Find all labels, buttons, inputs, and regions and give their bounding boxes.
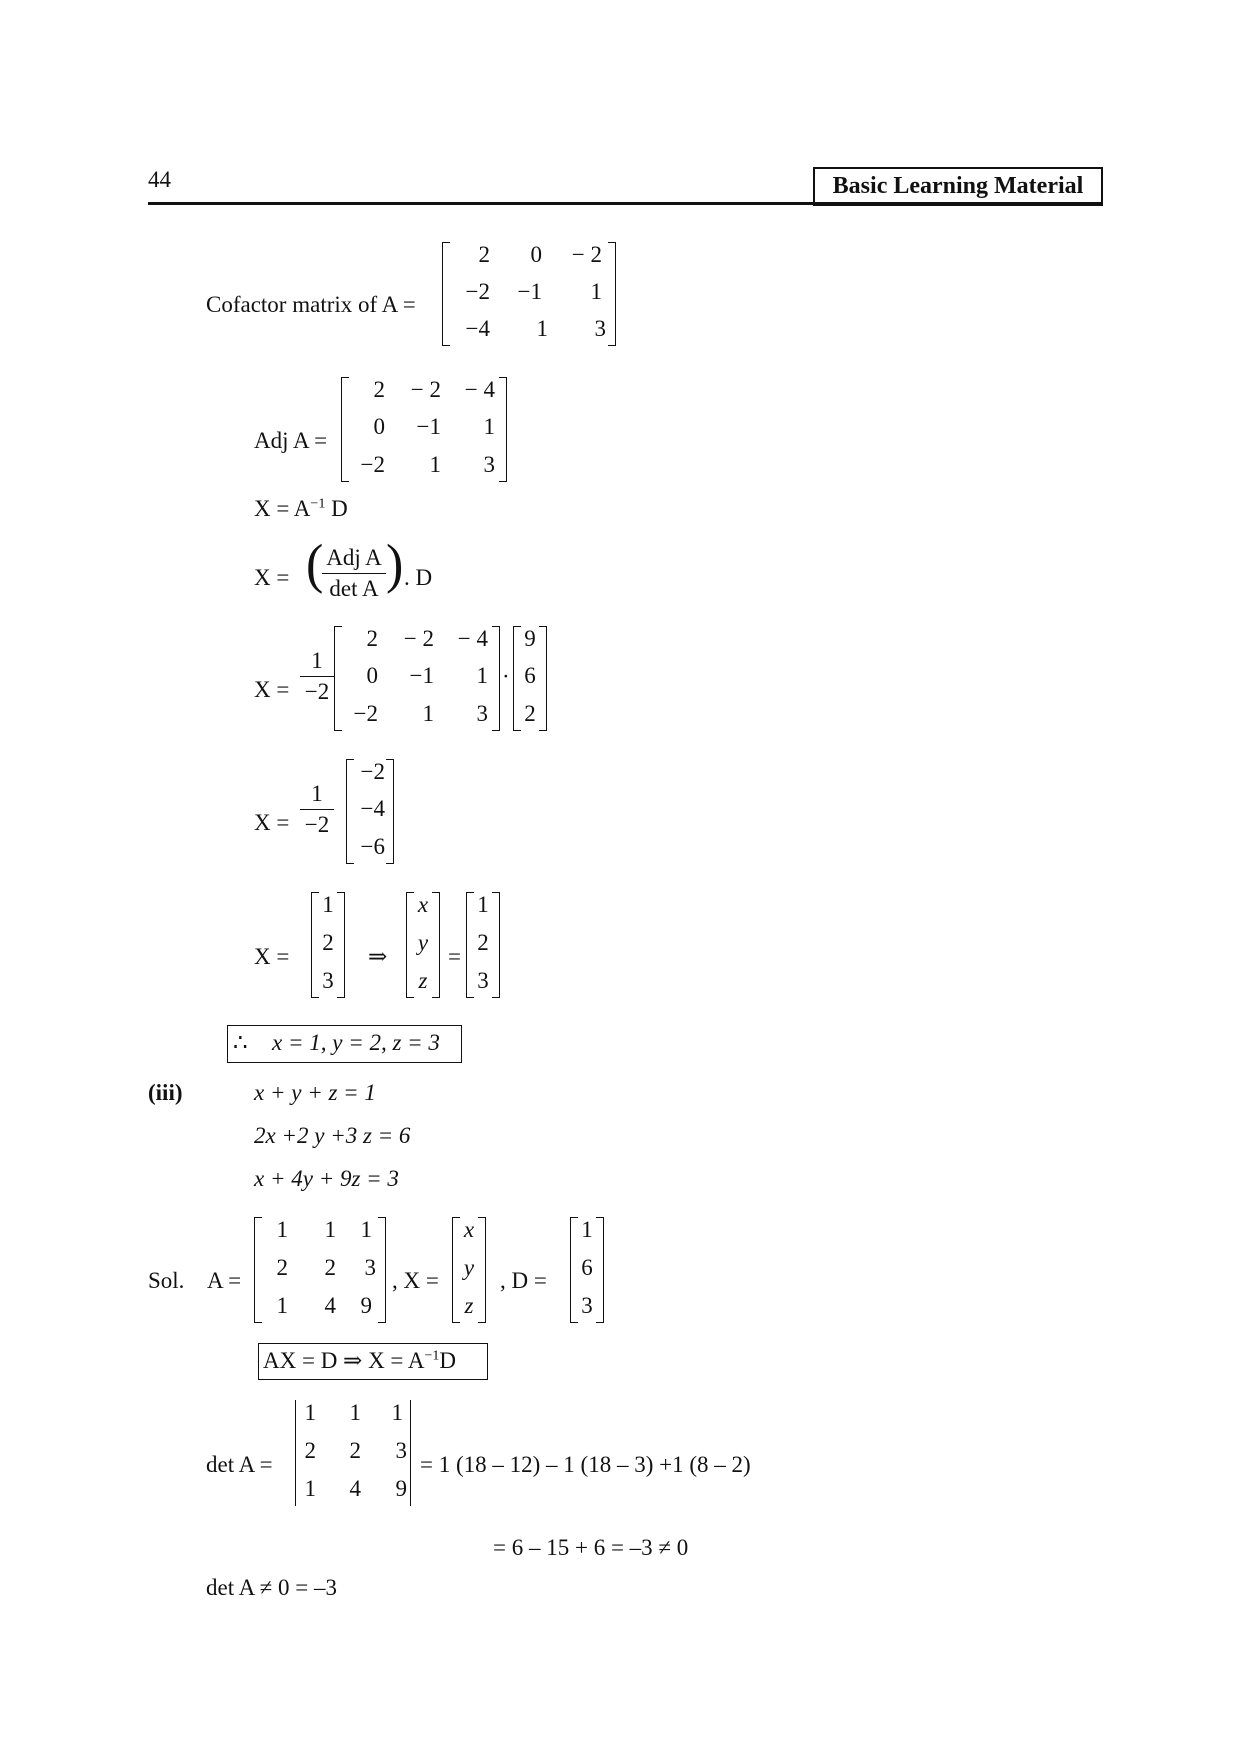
step2-lhs: X = bbox=[254, 565, 290, 590]
matrix-cell: 2 bbox=[276, 1255, 288, 1280]
matrix-cell: 1 bbox=[590, 279, 602, 304]
matrix-cell: 2 bbox=[349, 1438, 361, 1463]
boxed-equation bbox=[258, 1343, 488, 1380]
cofactor-matrix bbox=[442, 242, 616, 346]
matrix-cell: 1 bbox=[360, 1217, 372, 1242]
matrix-cell: − 2 bbox=[403, 626, 434, 651]
matrix-cell: −4 bbox=[465, 316, 490, 341]
scalar-fraction: 1 −2 bbox=[300, 781, 334, 838]
part-label: (iii) bbox=[148, 1080, 183, 1105]
vector-cell: y bbox=[417, 930, 429, 955]
constant-vector bbox=[513, 626, 547, 731]
matrix-cell: 3 bbox=[364, 1255, 376, 1280]
constant-vector bbox=[570, 1217, 604, 1323]
vector-cell: 2 bbox=[477, 930, 489, 955]
right-paren: ) bbox=[386, 534, 404, 595]
matrix-cell: 0 bbox=[530, 242, 542, 267]
matrix-cell: 1 bbox=[349, 1400, 361, 1425]
step3-lhs: X = bbox=[254, 677, 290, 702]
adj-label: Adj A = bbox=[254, 428, 328, 453]
vector-cell: 9 bbox=[524, 626, 536, 651]
vector-cell: z bbox=[418, 968, 428, 993]
matrix-cell: 3 bbox=[483, 452, 495, 477]
result-text: x = 1, y = 2, z = 3 bbox=[272, 1030, 440, 1055]
matrix-cell: 1 bbox=[422, 701, 434, 726]
vector-cell: 6 bbox=[581, 1255, 593, 1280]
scalar-fraction: 1 −2 bbox=[300, 648, 334, 705]
vector-cell: x bbox=[417, 892, 429, 917]
matrix-cell: − 2 bbox=[571, 242, 602, 267]
header-rule bbox=[148, 202, 1103, 205]
vector-cell: 6 bbox=[524, 663, 536, 688]
vector-cell: 1 bbox=[322, 892, 334, 917]
solution-vector bbox=[311, 892, 345, 998]
boxed-equation-text: AX = D ⇒ $X = A^{-1}D$ bbox=[263, 1348, 457, 1373]
vector-cell: 2 bbox=[322, 930, 334, 955]
adj-matrix bbox=[341, 377, 507, 482]
det-result: = 6 – 15 + 6 = –3 ≠ 0 bbox=[493, 1535, 689, 1560]
determinant bbox=[295, 1400, 411, 1506]
vector-cell: −4 bbox=[360, 796, 385, 821]
matrix-cell: 1 bbox=[391, 1400, 403, 1425]
matrix-cell: −1 bbox=[517, 279, 542, 304]
left-paren: ( bbox=[306, 534, 324, 595]
page-number: 44 bbox=[148, 167, 171, 192]
matrix-cell: 1 bbox=[324, 1217, 336, 1242]
matrix-cell: −1 bbox=[409, 663, 434, 688]
step4-lhs: X = bbox=[254, 810, 290, 835]
det-label: det A = bbox=[206, 1452, 273, 1477]
a-label: A = bbox=[207, 1268, 242, 1293]
vector-cell: 3 bbox=[581, 1293, 593, 1318]
matrix-cell: 1 bbox=[429, 452, 441, 477]
equals-sign: = bbox=[448, 944, 461, 969]
step2-rhs: . D bbox=[404, 565, 433, 590]
cofactor-label: Cofactor matrix of A = bbox=[206, 292, 416, 317]
sol-label: Sol. bbox=[148, 1268, 185, 1293]
matrix-cell: 1 bbox=[304, 1400, 316, 1425]
matrix-cell: 3 bbox=[476, 701, 488, 726]
multiply-dot: · bbox=[502, 664, 510, 689]
x-label: , X = bbox=[392, 1268, 439, 1293]
therefore-symbol: ∴ bbox=[233, 1030, 248, 1055]
adj-matrix-repeat bbox=[334, 626, 500, 731]
matrix-cell: 2 bbox=[373, 377, 385, 402]
equation-x-inverse: $X = A^{-1}$ D bbox=[254, 496, 348, 521]
matrix-cell: 3 bbox=[594, 316, 606, 341]
vector-cell: z bbox=[464, 1293, 474, 1318]
equation-2: 2x +2 y +3 z = 6 bbox=[254, 1123, 411, 1148]
matrix-cell: 2 bbox=[366, 626, 378, 651]
vector-cell: −2 bbox=[360, 759, 385, 784]
vector-cell: 3 bbox=[322, 968, 334, 993]
matrix-cell: 2 bbox=[324, 1255, 336, 1280]
matrix-cell: 3 bbox=[395, 1438, 407, 1463]
matrix-cell: −2 bbox=[360, 452, 385, 477]
matrix-cell: 0 bbox=[366, 663, 378, 688]
matrix-cell: 4 bbox=[324, 1293, 336, 1318]
matrix-cell: 1 bbox=[276, 1293, 288, 1318]
matrix-cell: −1 bbox=[416, 414, 441, 439]
matrix-cell: 1 bbox=[276, 1217, 288, 1242]
vector-cell: 1 bbox=[581, 1217, 593, 1242]
matrix-cell: −2 bbox=[465, 279, 490, 304]
equation-3: x + 4y + 9z = 3 bbox=[254, 1166, 399, 1191]
coefficient-matrix bbox=[254, 1217, 386, 1323]
matrix-cell: 1 bbox=[476, 663, 488, 688]
product-vector bbox=[346, 759, 394, 864]
equation-1: x + y + z = 1 bbox=[254, 1080, 376, 1105]
vector-cell: −6 bbox=[360, 834, 385, 859]
matrix-cell: − 4 bbox=[457, 626, 488, 651]
implies-symbol: ⇒ bbox=[368, 944, 388, 969]
matrix-cell: 1 bbox=[536, 316, 548, 341]
matrix-cell: 1 bbox=[483, 414, 495, 439]
header-title: Basic Learning Material bbox=[813, 167, 1103, 206]
matrix-cell: 0 bbox=[373, 414, 385, 439]
result-box bbox=[227, 1025, 462, 1063]
vector-cell: 3 bbox=[477, 968, 489, 993]
matrix-cell: 2 bbox=[478, 242, 490, 267]
variable-vector bbox=[406, 892, 440, 998]
solution-vector-2 bbox=[466, 892, 500, 998]
det-expansion: = 1 (18 – 12) – 1 (18 – 3) +1 (8 – 2) bbox=[420, 1452, 751, 1477]
matrix-cell: − 2 bbox=[410, 377, 441, 402]
vector-cell: 1 bbox=[477, 892, 489, 917]
matrix-cell: 4 bbox=[349, 1476, 361, 1501]
matrix-cell: 2 bbox=[304, 1438, 316, 1463]
matrix-cell: 9 bbox=[360, 1293, 372, 1318]
matrix-cell: 1 bbox=[304, 1476, 316, 1501]
adj-over-det-fraction: Adj A det A bbox=[322, 545, 386, 602]
vector-cell: x bbox=[463, 1217, 475, 1242]
variable-vector bbox=[452, 1217, 486, 1323]
step5-lhs: X = bbox=[254, 944, 290, 969]
vector-cell: y bbox=[463, 1255, 475, 1280]
d-label: , D = bbox=[500, 1268, 547, 1293]
vector-cell: 2 bbox=[524, 701, 536, 726]
matrix-cell: 9 bbox=[395, 1476, 407, 1501]
matrix-cell: − 4 bbox=[464, 377, 495, 402]
det-final: det A ≠ 0 = –3 bbox=[206, 1575, 338, 1600]
matrix-cell: −2 bbox=[353, 701, 378, 726]
